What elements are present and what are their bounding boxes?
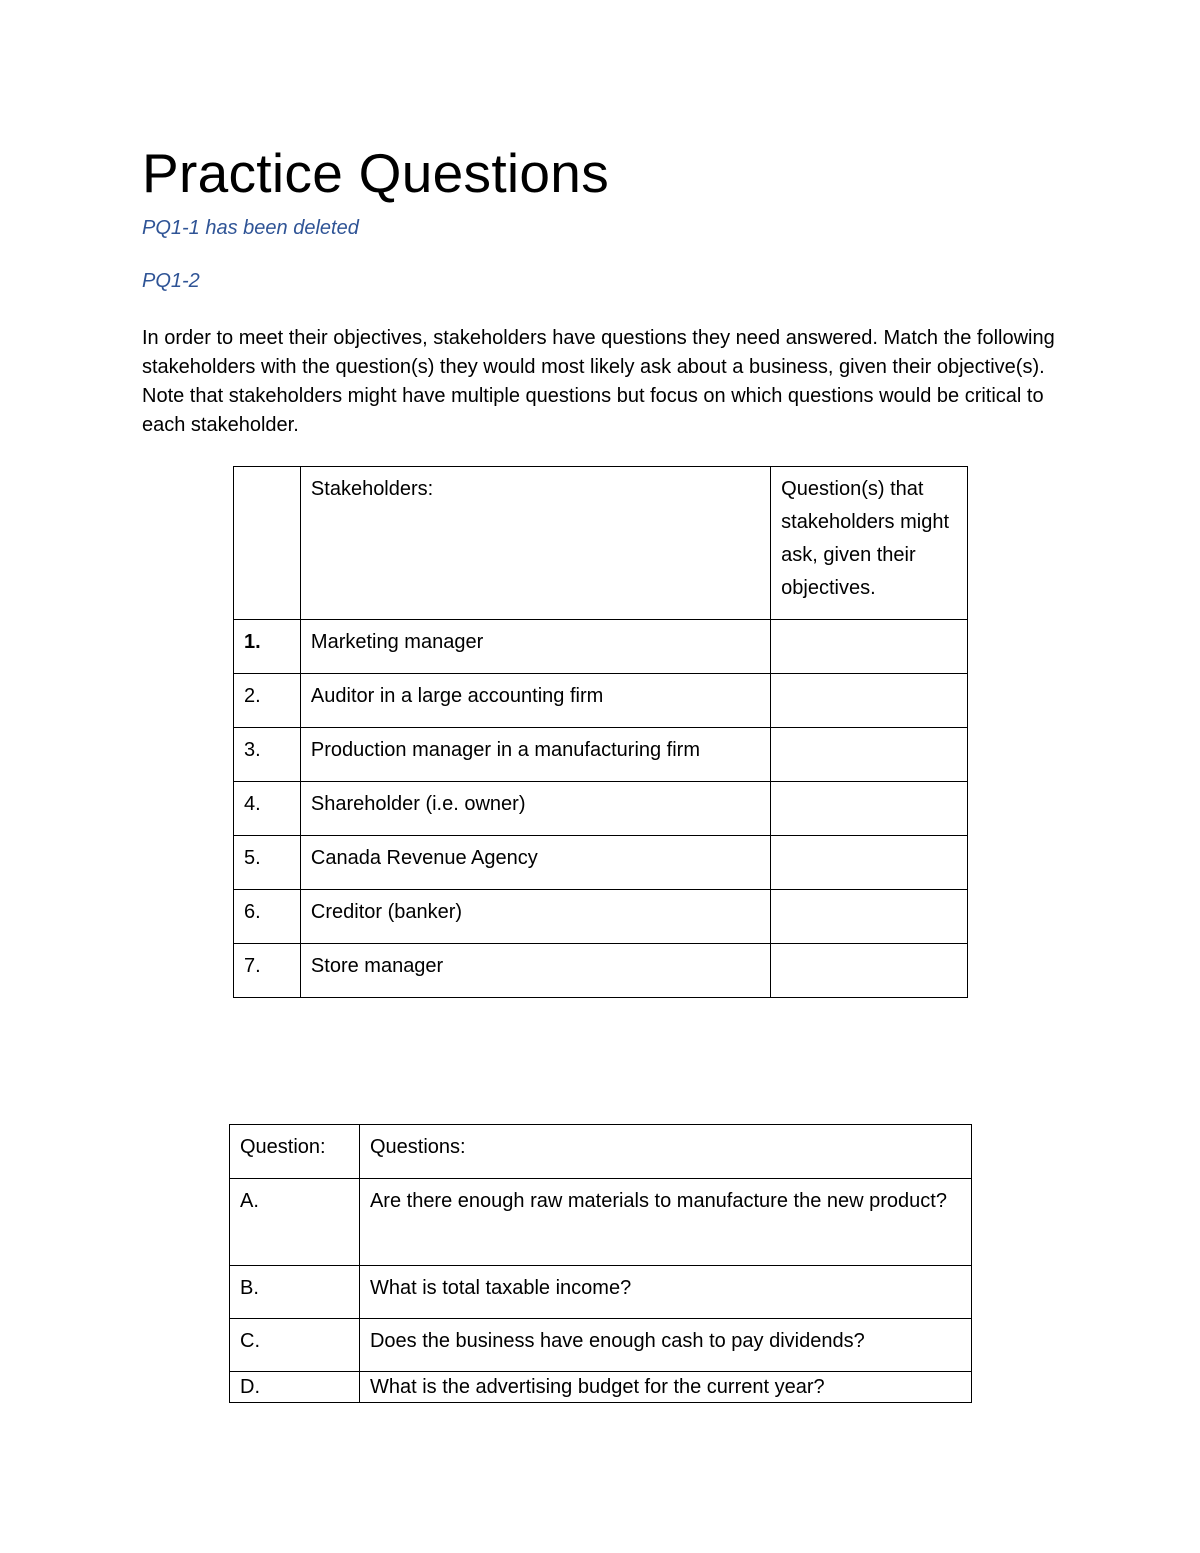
row-number: 5. [234, 836, 301, 890]
table-row [234, 674, 968, 728]
stakeholder-name: Production manager in a manufacturing firm [300, 728, 770, 782]
question-letter: A. [230, 1179, 360, 1266]
table-row [230, 1319, 972, 1372]
table-row [234, 890, 968, 944]
table-row [230, 1372, 972, 1403]
answer-cell[interactable] [771, 674, 968, 728]
stakeholder-name: Shareholder (i.e. owner) [300, 782, 770, 836]
section-label: PQ1-2 [142, 270, 200, 292]
stakeholder-name: Creditor (banker) [300, 890, 770, 944]
question-text: What is total taxable income? [359, 1266, 971, 1319]
row-number: 6. [234, 890, 301, 944]
stakeholders-table [233, 466, 968, 998]
table-header-row [230, 1125, 972, 1179]
question-text: Does the business have enough cash to pay dividends? [359, 1319, 971, 1372]
table-row [234, 728, 968, 782]
question-letter: B. [230, 1266, 360, 1319]
question-letter: C. [230, 1319, 360, 1372]
table-row [230, 1179, 972, 1266]
answer-cell[interactable] [771, 836, 968, 890]
questions-table [229, 1124, 972, 1403]
stakeholder-name: Canada Revenue Agency [300, 836, 770, 890]
stakeholder-name: Auditor in a large accounting firm [300, 674, 770, 728]
row-number: 1. [234, 620, 301, 674]
table-row [234, 620, 968, 674]
header-cell-questions: Question(s) that stakeholders might ask, given their objectives. [771, 467, 968, 620]
header-cell-number [234, 467, 301, 620]
table-row [234, 944, 968, 998]
row-number: 4. [234, 782, 301, 836]
table-row [230, 1266, 972, 1319]
answer-cell[interactable] [771, 728, 968, 782]
table-header-row [234, 467, 968, 620]
table-row [234, 836, 968, 890]
header-cell-questions: Questions: [359, 1125, 971, 1179]
stakeholder-name: Store manager [300, 944, 770, 998]
row-number: 2. [234, 674, 301, 728]
answer-cell[interactable] [771, 620, 968, 674]
question-text: What is the advertising budget for the current year? [359, 1372, 971, 1403]
stakeholder-name: Marketing manager [300, 620, 770, 674]
table-row [234, 782, 968, 836]
answer-cell[interactable] [771, 890, 968, 944]
deleted-note: PQ1-1 has been deleted [142, 217, 359, 239]
header-cell-question: Question: [230, 1125, 360, 1179]
question-letter: D. [230, 1372, 360, 1403]
page-title: Practice Questions [142, 142, 609, 204]
row-number: 7. [234, 944, 301, 998]
answer-cell[interactable] [771, 944, 968, 998]
answer-cell[interactable] [771, 782, 968, 836]
question-text: Are there enough raw materials to manufacture the new product? [359, 1179, 971, 1266]
row-number: 3. [234, 728, 301, 782]
header-cell-stakeholders: Stakeholders: [300, 467, 770, 620]
intro-paragraph: In order to meet their objectives, stakeholders have questions they need answered. Match the following stakeholders with the question(s) they would most likely ask about a business, given their objective(s). Note that stakeholders might have multiple questions but focus on which questions would be critical to each stakeholder. [142, 327, 1055, 436]
